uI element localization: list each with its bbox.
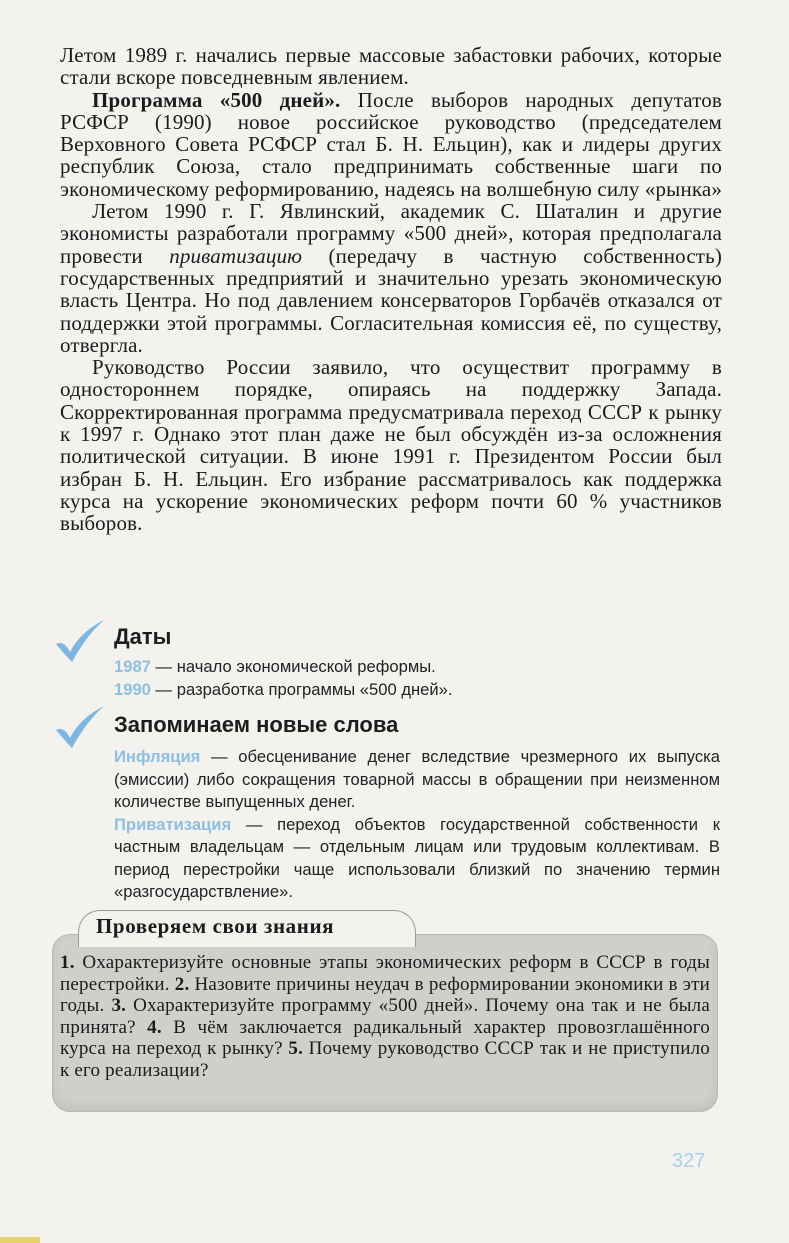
question-number: 4.	[147, 1016, 162, 1038]
term-word: Инфляция	[114, 747, 201, 766]
question-text: Охарактеризуйте программу «500 дней». Почему она так и не была принята?	[60, 995, 710, 1038]
term-definition	[114, 814, 720, 904]
paragraph-program	[60, 200, 722, 356]
paragraph-heading: Программа «500 дней».	[92, 87, 341, 112]
question-number: 1.	[60, 952, 75, 973]
date-text: — разработка программы «500 дней».	[150, 679, 453, 699]
term-text: — обесценивание денег вследствие чрезмерного их выпуска (эмиссии) либо сокращения товарной массы в обращении при неизменном количестве выпущенных денег.	[114, 747, 720, 811]
paragraph-text: Летом 1990 г. Г. Явлинский, академик С. Шаталин и другие экономисты разработали программу «500 дней», которая предполагала провести	[60, 199, 722, 268]
dates-title: Даты	[114, 624, 172, 649]
checkmark-icon	[50, 704, 108, 752]
quiz-questions	[60, 952, 710, 1082]
date-item	[114, 679, 720, 702]
new-words-section	[50, 704, 720, 904]
quiz-title: Проверяем свои знания	[96, 914, 335, 938]
main-text	[60, 44, 722, 535]
page-number: 327	[672, 1150, 706, 1172]
paragraph-text: После выборов народных депутатов РСФСР (1990) новое российское руководство (председателем Верховного Совета РСФСР стал Б. Н. Ельцин), как и лидеры других республик Союза, стало предпринимать собственные шаги по экономическому реформированию, надеясь на волшебную силу «рынка»	[60, 87, 722, 201]
question-text: Охарактеризуйте основные этапы экономических реформ в СССР в годы перестройки.	[60, 952, 710, 995]
dates-list	[114, 656, 720, 701]
question-number: 3.	[111, 995, 127, 1017]
question-text: В чём заключается радикальный характер провозглашённого курса на переход к рынку?	[60, 1016, 710, 1060]
term-word: Приватизация	[114, 814, 232, 834]
dates-section	[50, 618, 720, 698]
new-words-title: Запоминаем новые слова	[114, 712, 399, 737]
question-number: 5.	[288, 1038, 304, 1060]
date-item	[114, 656, 720, 679]
question-text: Назовите причины неудач в реформировании экономики в эти годы.	[60, 973, 710, 1017]
corner-mark	[0, 1237, 40, 1243]
term-definition	[114, 746, 720, 814]
new-words-list	[114, 746, 720, 904]
paragraph-text: (передачу в частную собственность) государственных предприятий и значительно урезать экономическую власть Центра. Но под давлением консерваторов Горбачёв отказался от поддержки этой программы. Согласительная комиссия её, по существу, отвергла.	[60, 243, 722, 357]
question-text: Почему руководство СССР так и не приступило к его реализации?	[60, 1038, 710, 1081]
date-year: 1990	[114, 679, 151, 699]
checkmark-icon	[50, 618, 108, 666]
question-number: 2.	[174, 973, 190, 995]
term-text: — переход объектов государственной собственности к частным владельцам — отдельным лицам или трудовым коллективам. В период перестройки чаще использовали близкий по значению термин «разгосударствление».	[114, 814, 720, 901]
paragraph-russia: Руководство России заявило, что осуществит программу в одностороннем порядке, опираясь на поддержку Запада. Скорректированная программа предусматривала переход СССР к рынку к 1997 г. Однако этот план даже не был обсуждён из-за осложнения политической ситуации. В июне 1991 г. Президентом России был избран Б. Н. Ельцин. Его избрание рассматривалось как поддержка курса на ускорение экономических реформ почти 60 % участников выборов.	[60, 355, 722, 536]
italic-term: приватизацию	[169, 243, 303, 268]
paragraph-500-days	[60, 89, 722, 200]
paragraph-strikes: Летом 1989 г. начались первые массовые забастовки рабочих, которые стали вскоре повседневным явлением.	[60, 43, 722, 90]
date-year: 1987	[114, 657, 151, 676]
date-text: — начало экономической реформы.	[150, 657, 436, 676]
